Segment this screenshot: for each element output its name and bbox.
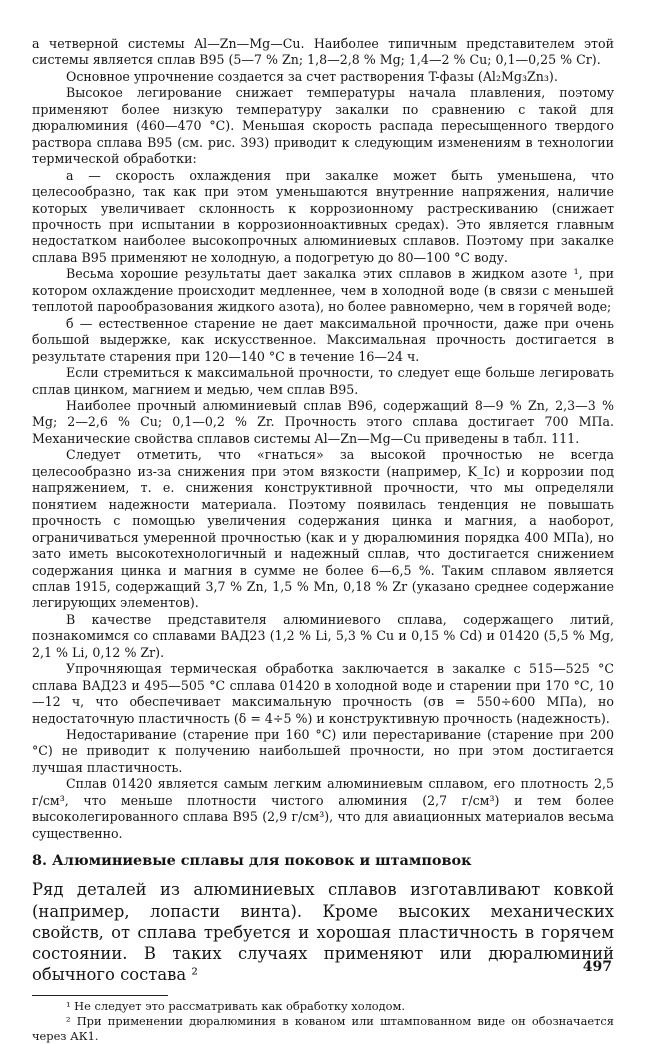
body-text xyxy=(32,36,614,842)
page-content xyxy=(32,36,614,1044)
paragraph: Весьма хорошие результаты дает закалка этих сплавов в жидком азоте ¹, при котором охлаждение происходит медленнее, чем в холодной воде (в связи с меньшей теплотой парообразования жидкого азота), но более равномерно, чем в горячей воде; xyxy=(32,266,614,315)
section-heading: 8. Алюминиевые сплавы для поковок и штамповок xyxy=(32,852,472,870)
paragraph: а — скорость охлаждения при закалке может быть уменьшена, что целесообразно, так как при этом уменьшаются внутренние напряжения, наличие которых увеличивает склонность к коррозионному растрескиванию (снижает прочность при испытании в коррозионноактивных средах). Это является главным недостатком наиболее высокопрочных алюминиевых сплавов. Поэтому при закалке сплава В95 применяют не холодную, а подогретую до 80—100 °С воду. xyxy=(32,167,614,265)
paragraph: Недостаривание (старение при 160 °С) или перестаривание (старение при 200 °С) не приводит к получению наибольшей прочности, но при этом достигается лучшая пластичность. xyxy=(32,727,614,775)
footnote-divider xyxy=(32,995,168,996)
footnote: ¹ Не следует это рассматривать как обработку холодом. xyxy=(66,998,406,1013)
paragraph: Упрочняющая термическая обработка заключается в закалке с 515—525 °С сплава ВАД23 и 495—505 °С сплава 01420 в холодной воде и старении при 170 °С, 10—12 ч, что обеспечивает максимальную прочность (σв = 550÷600 МПа), но недостаточную пластичность (δ = 4÷5 %) и конструктивную прочность (надежность). xyxy=(32,661,614,726)
paragraph: б — естественное старение не дает максимальной прочности, даже при очень большой выдержке, как искусственное. Максимальная прочность достигается в результате старения при 120—140 °С в течение 16—24 ч. xyxy=(32,315,614,364)
paragraph: Высокое легирование снижает температуры начала плавления, поэтому применяют более низкую температуру закалки по сравнению с такой для дюралюминия (460—470 °С). Меньшая скорость распада пересыщенного твердого раствора сплава В95 (см. рис. 393) приводит к следующим изменениям в технологии термической обработки: xyxy=(32,85,614,167)
paragraph: Если стремиться к максимальной прочности, то следует еще больше легировать сплав цинком, магнием и медью, чем сплав В95. xyxy=(32,365,614,397)
section-paragraph: Ряд деталей из алюминиевых сплавов изготавливают ковкой (например, лопасти винта). Кроме высоких механических свойств, от сплава требуется и хорошая пластичность в горячем состоянии. В таких случаях применяют или дюралюминий обычного состава ² xyxy=(32,880,614,985)
paragraph: Следует отметить, что «гнаться» за высокой прочностью не всегда целесообразно из-за снижения при этом вязкости (например, K_Ic) и коррозии под напряжением, т. е. снижения конструктивной прочности, что мы определяли понятием надежности материала. Поэтому появилась тенденция не повышать прочность с помощью увеличения содержания цинка и магния, а наоборот, ограничиваться умеренной прочностью (как и у дюралюминия порядка 400 МПа), но зато иметь высокотехнологичный и надежный сплав, что достигается снижением содержания цинка и магния в сумме не более 6—6,5 %. Таким сплавом является сплав 1915, содержащий 3,7 % Zn, 1,5 % Mn, 0,18 % Zr (указано среднее содержание легирующих элементов). xyxy=(32,447,614,611)
paragraph: В качестве представителя алюминиевого сплава, содержащего литий, познакомимся со сплавами ВАД23 (1,2 % Li, 5,3 % Cu и 0,15 % Cd) и 01420 (5,5 % Mg, 2,1 % Li, 0,12 % Zr). xyxy=(32,611,614,660)
paragraph: Сплав 01420 является самым легким алюминиевым сплавом, его плотность 2,5 г/см³, что меньше плотности чистого алюминия (2,7 г/см³) и тем более высоколегированного сплава В95 (2,9 г/см³), что для авиационных материалов весьма существенно. xyxy=(32,776,614,841)
paragraph: а четверной системы Al—Zn—Mg—Cu. Наиболее типичным представителем этой системы является сплав В95 (5—7 % Zn; 1,8—2,8 % Mg; 1,4—2 % Cu; 0,1—0,25 % Cr). xyxy=(32,36,614,68)
footnote: ² При применении дюралюминия в кованом или штампованном виде он обозначается через АК1. xyxy=(32,1013,614,1043)
paragraph: Основное упрочнение создается за счет растворения T-фазы (Al₂Mg₃Zn₃). xyxy=(66,68,558,84)
page-number: 497 xyxy=(582,959,612,975)
paragraph: Наиболее прочный алюминиевый сплав В96, содержащий 8—9 % Zn, 2,3—3 % Mg; 2—2,6 % Cu; 0,1—0,2 % Zr. Прочность этого сплава достигает 700 МПа. Механические свойства сплавов системы Al—Zn—Mg—Cu приведены в табл. 111. xyxy=(32,397,614,446)
